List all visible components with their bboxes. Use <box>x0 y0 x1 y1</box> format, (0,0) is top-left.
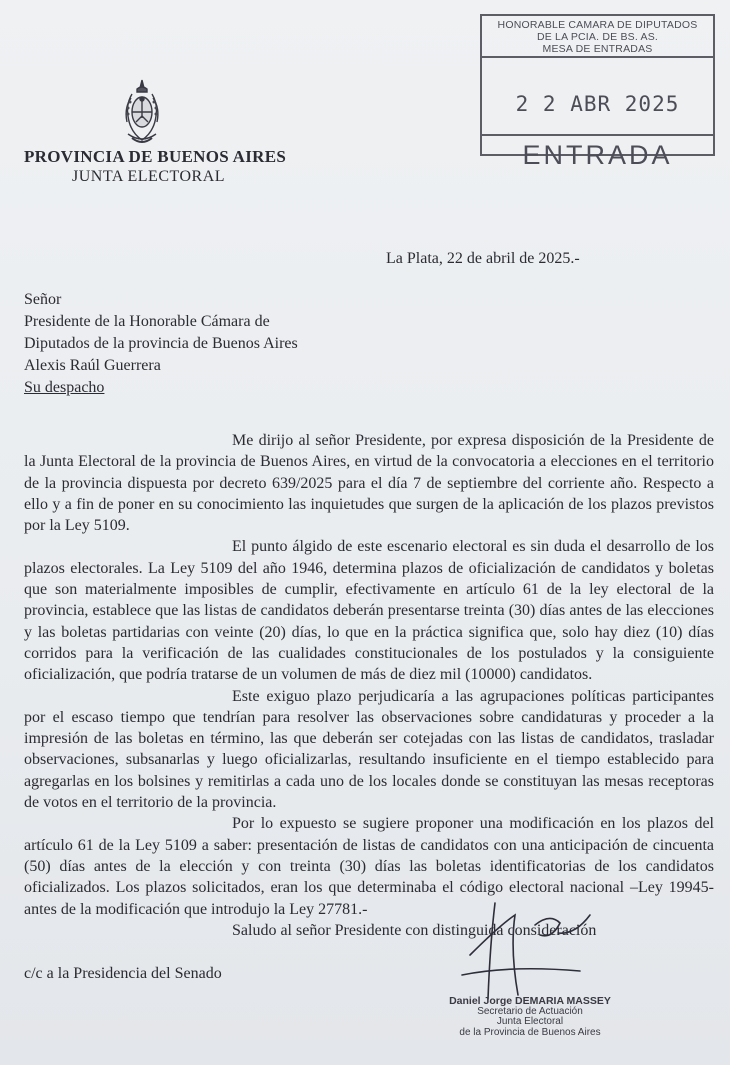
reception-stamp <box>480 14 715 170</box>
paragraph: Me dirijo al señor Presidente, por expresa disposición de la Presidente de la Junta Electoral de la provincia de Buenos Aires, en virtud de la convocatoria a elecciones en el territorio de la provincia dispuesta por decreto 639/2025 para el día 7 de septiembre del corriente año. Respecto a ello y a fin de poner en su conocimiento las inquietudes que surgen de la aplicación de los plazos previstos por la Ley 5109. <box>24 432 714 535</box>
recipient-line-1: Presidente de la Honorable Cámara de <box>24 313 270 330</box>
letterhead-province: PROVINCIA DE BUENOS AIRES <box>24 147 287 166</box>
coat-of-arms-icon <box>120 78 164 148</box>
recipient-block <box>24 289 298 399</box>
signer-org-1: Junta Electoral <box>496 1016 564 1027</box>
closing-paragraph: Saludo al señor Presidente con distinguida consideración <box>232 921 597 939</box>
signer-name: Daniel Jorge DEMARIA MASSEY <box>449 995 611 1007</box>
stamp-line-2: DE LA PCIA. DE BS. AS. <box>536 31 659 43</box>
letter-body <box>24 430 714 941</box>
recipient-salutation: Señor <box>24 291 62 308</box>
recipient-office: Su despacho <box>24 379 105 396</box>
paragraph: Este exiguo plazo perjudicaría a las agrupaciones políticas participantes por el escaso tiempo que tendrían para resolver las observaciones sobre candidaturas y proceder a la impresión de las boletas en término, las que deberán ser cotejadas con las listas de candidatos, trasladar observaciones, subsanarlas y luego oficializarlas, resultando insuficiente en el tiempo establecido para agregarlas en los bolsines y remitirlas a cada uno de los locales donde se constituyan las mesas receptoras de votos en el territorio de la provincia. <box>24 687 714 812</box>
recipient-name: Alexis Raúl Guerrera <box>24 357 161 374</box>
stamp-date: 2 2 ABR 2025 <box>515 92 680 116</box>
paragraph: Por lo expuesto se sugiere proponer una modificación en los plazos del artículo 61 de la Ley 5109 a saber: presentación de listas de candidatos con una anticipación de cincuenta (50) días antes de la elección y con treinta (30) días las boletas identificatorias de los candidatos oficializados. Los plazos solicitados, eran los que determinaba el código electoral nacional –Ley 19945- antes de la modificación que introdujo la Ley 27781.- <box>24 815 714 918</box>
signer-org-2: de la Provincia de Buenos Aires <box>459 1026 601 1038</box>
stamp-header <box>482 16 713 55</box>
stamp-line-1: HONORABLE CAMARA DE DIPUTADOS <box>497 19 698 31</box>
signer-title: Secretario de Actuación <box>477 1005 583 1017</box>
recipient-line-2: Diputados de la provincia de Buenos Aires <box>24 335 298 352</box>
stamp-entrada-label: ENTRADA <box>522 140 673 170</box>
paragraph: El punto álgido de este escenario electoral es sin duda el desarrollo de los plazos electorales. La Ley 5109 del año 1946, determina plazos de oficialización de candidatos y boletas que son materialmente imposibles de cumplir, efectivamente en artículo 61 de la ley electoral de la provincia, establece que las listas de candidatos deberán presentarse treinta (30) días antes de las elecciones y las boletas partidarias con veinte (20) días, lo que en la práctica significa que, solo hay diez (10) días corridos para la verificación de las cualidades constitucionales de los postulados y la consiguiente oficialización, que podría tratarse de un volumen de más de diez mil (10000) candidatos. <box>24 538 714 684</box>
stamp-line-3: MESA DE ENTRADAS <box>542 43 653 55</box>
handwritten-signature <box>440 895 620 1005</box>
place-and-date: La Plata, 22 de abril de 2025.- <box>386 250 580 267</box>
stamp-divider <box>482 134 713 136</box>
letterhead-body: JUNTA ELECTORAL <box>72 168 226 185</box>
signature-block <box>430 996 630 1038</box>
carbon-copy-note: c/c a la Presidencia del Senado <box>24 965 222 982</box>
stamp-divider <box>482 56 713 58</box>
